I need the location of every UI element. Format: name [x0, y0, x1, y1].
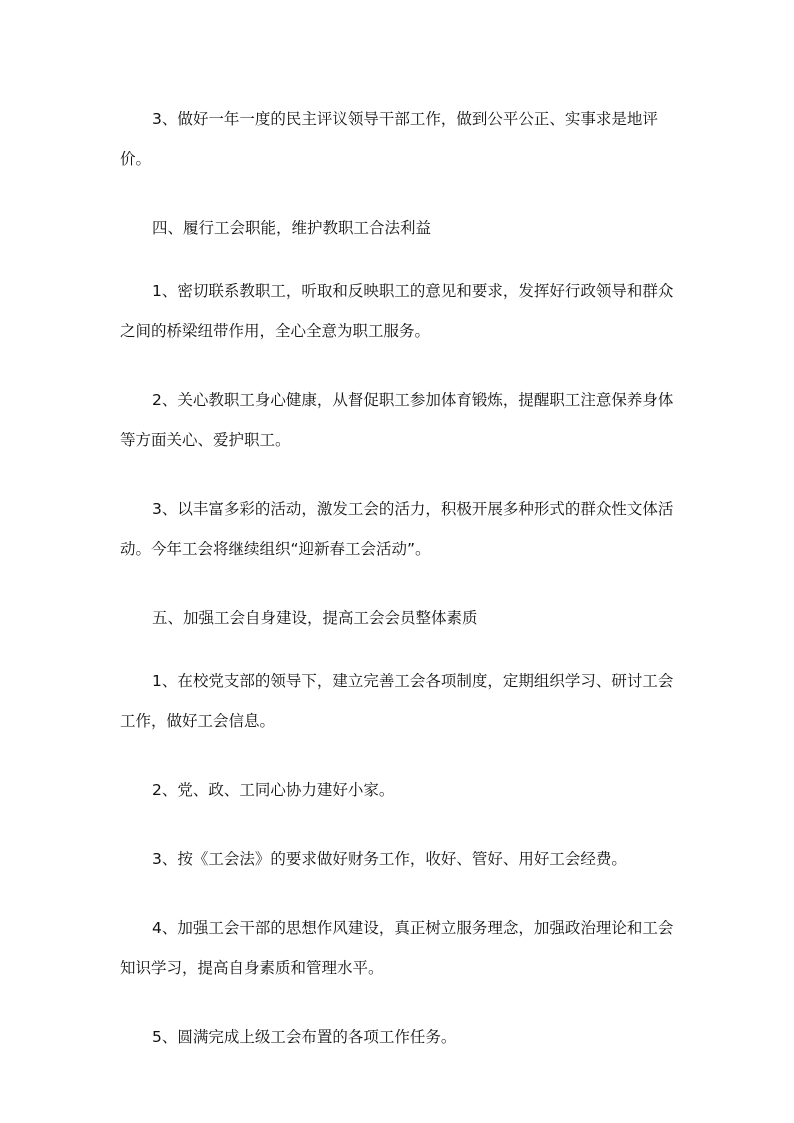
paragraph-item-4-cadres: 4、加强工会干部的思想作风建设，真正树立服务理念，加强政治理论和工会知识学习，提高自身素质和管理水平。 — [120, 919, 674, 977]
section-heading-5: 五、加强工会自身建设，提高工会会员整体素质 — [152, 609, 478, 627]
paragraph-item-5-tasks: 5、圆满完成上级工会布置的各项工作任务。 — [152, 1028, 457, 1046]
section-heading-4: 四、履行工会职能，维护教职工合法利益 — [152, 219, 432, 237]
paragraph-item-1-system: 1、在校党支部的领导下，建立完善工会各项制度，定期组织学习、研讨工会工作，做好工会信息。 — [120, 672, 674, 730]
paragraph-item-3-evaluation: 3、做好一年一度的民主评议领导干部工作，做到公平公正、实事求是地评价。 — [120, 110, 658, 168]
paragraph-item-3-finance: 3、按《工会法》的要求做好财务工作，收好、管好、用好工会经费。 — [152, 850, 627, 868]
paragraph-item-1-contact: 1、密切联系教职工，听取和反映职工的意见和要求，发挥好行政领导和群众之间的桥梁纽带作用，全心全意为职工服务。 — [120, 282, 674, 340]
document-body — [120, 99, 686, 1086]
paragraph-item-2-cooperation: 2、党、政、工同心协力建好小家。 — [152, 781, 395, 799]
paragraph-item-2-health: 2、关心教职工身心健康，从督促职工参加体育锻炼，提醒职工注意保养身体等方面关心、爱护职工。 — [120, 391, 674, 449]
paragraph-item-3-activities: 3、以丰富多彩的活动，激发工会的活力，积极开展多种形式的群众性文体活动。今年工会将继续组织“迎新春工会活动”。 — [120, 500, 674, 558]
